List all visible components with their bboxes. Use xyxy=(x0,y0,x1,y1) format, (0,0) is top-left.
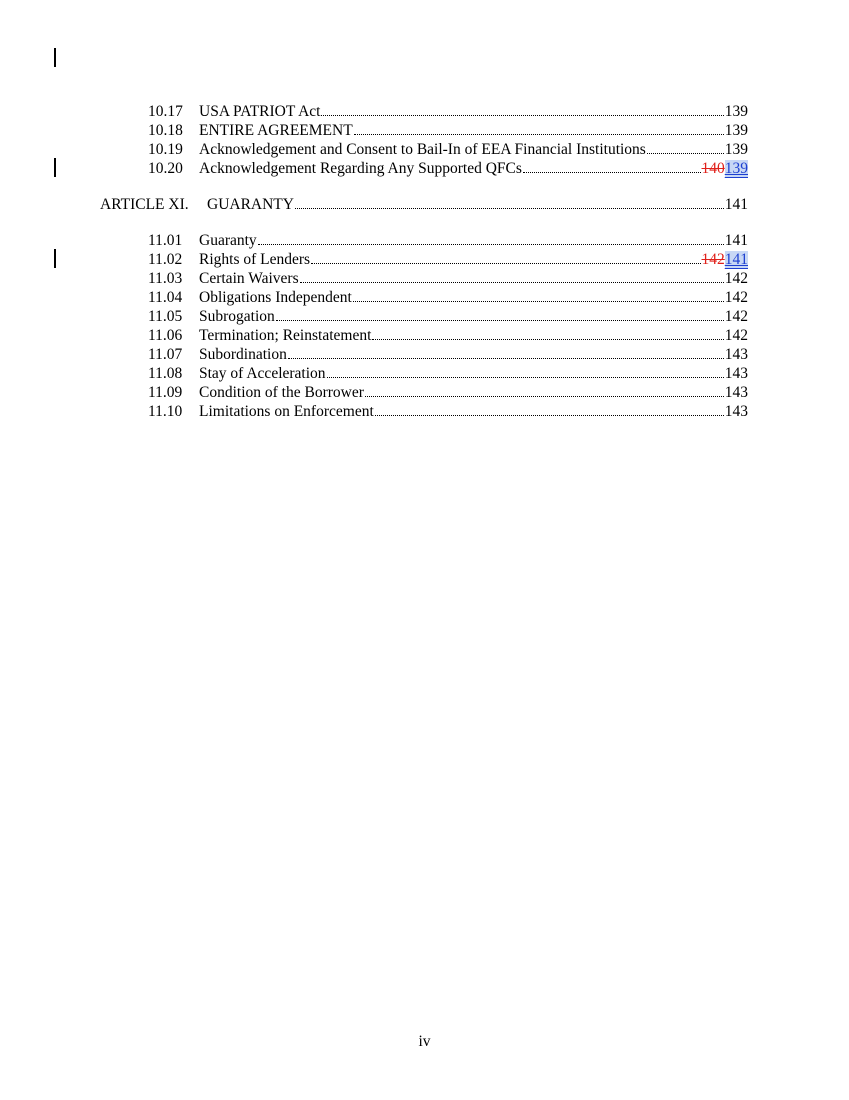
toc-article-xi[interactable] xyxy=(100,195,748,214)
toc-entry-number: 11.05 xyxy=(148,308,183,325)
toc-entry-number: 11.10 xyxy=(148,403,183,420)
toc-entry-11-03[interactable] xyxy=(148,269,748,288)
toc-entry-11-09[interactable] xyxy=(148,383,748,402)
toc-entry-number: 11.07 xyxy=(148,346,183,363)
dot-leader xyxy=(311,250,700,264)
toc-entry-page: 143 xyxy=(724,384,748,401)
toc-entry-10-17[interactable] xyxy=(148,102,748,121)
toc-entry-number: 11.09 xyxy=(148,384,183,401)
article-title: GUARANTY xyxy=(207,196,294,213)
toc-entry-11-06[interactable] xyxy=(148,326,748,345)
toc-entry-title: Acknowledgement and Consent to Bail-In of EEA Financial Institutions xyxy=(199,141,646,158)
article-page: 141 xyxy=(724,196,748,213)
toc-entry-number: 10.18 xyxy=(148,122,183,139)
toc-entry-10-18[interactable] xyxy=(148,121,748,140)
inserted-page-number: 139 xyxy=(724,160,748,177)
toc-entry-10-19[interactable] xyxy=(148,140,748,159)
toc-entry-page: 142 xyxy=(724,327,748,344)
toc-entry-11-08[interactable] xyxy=(148,364,748,383)
toc-entry-number: 11.04 xyxy=(148,289,183,306)
toc-entry-page: 142 xyxy=(724,270,748,287)
toc-entry-title: Limitations on Enforcement xyxy=(199,403,374,420)
toc-entry-11-04[interactable] xyxy=(148,288,748,307)
toc-entry-title: USA PATRIOT Act xyxy=(199,103,321,120)
toc-entry-title: Subrogation xyxy=(199,308,275,325)
toc-entry-title: Stay of Acceleration xyxy=(199,365,326,382)
toc-entry-title: Condition of the Borrower xyxy=(199,384,364,401)
toc-entry-page-revised xyxy=(702,250,749,269)
toc-entry-page: 139 xyxy=(724,103,748,120)
dot-leader xyxy=(372,326,723,340)
toc-entry-page: 142 xyxy=(724,289,748,306)
toc-entry-title: Certain Waivers xyxy=(199,270,299,287)
toc-entry-title: Rights of Lenders xyxy=(199,251,311,268)
article-label: ARTICLE XI. xyxy=(100,196,189,213)
toc-entry-11-02[interactable] xyxy=(148,250,748,269)
revision-change-bar-top xyxy=(54,48,56,67)
dot-leader xyxy=(353,288,724,302)
toc-entry-title: ENTIRE AGREEMENT xyxy=(199,122,353,139)
toc-entry-number: 11.03 xyxy=(148,270,183,287)
dot-leader xyxy=(258,231,724,245)
toc-entry-page: 142 xyxy=(724,308,748,325)
toc-entry-number: 11.06 xyxy=(148,327,183,344)
dot-leader xyxy=(327,364,724,378)
revision-change-bar-10-20 xyxy=(54,158,56,177)
toc-entry-page: 141 xyxy=(724,232,748,249)
dot-leader xyxy=(321,102,723,116)
toc-entry-11-10[interactable] xyxy=(148,402,748,421)
toc-entry-title: Obligations Independent xyxy=(199,289,352,306)
toc-entry-11-01[interactable] xyxy=(148,231,748,250)
toc-entry-title: Subordination xyxy=(199,346,287,363)
dot-leader xyxy=(523,159,701,173)
inserted-page-number: 141 xyxy=(724,251,748,268)
deleted-page-number: 142 xyxy=(701,251,725,268)
dot-leader xyxy=(375,402,724,416)
toc-entry-page: 143 xyxy=(724,365,748,382)
dot-leader xyxy=(647,140,724,154)
toc-entry-number: 11.08 xyxy=(148,365,183,382)
dot-leader xyxy=(354,121,724,135)
toc-entry-page: 143 xyxy=(724,403,748,420)
toc-entry-10-20[interactable] xyxy=(148,159,748,178)
dot-leader xyxy=(295,195,724,209)
dot-leader xyxy=(300,269,724,283)
toc-entry-page: 139 xyxy=(724,122,748,139)
toc-entry-number: 10.17 xyxy=(148,103,183,120)
toc-entry-11-07[interactable] xyxy=(148,345,748,364)
toc-entry-number: 10.19 xyxy=(148,141,183,158)
toc-entry-number: 10.20 xyxy=(148,160,183,177)
toc-entry-page: 139 xyxy=(724,141,748,158)
deleted-page-number: 140 xyxy=(701,160,725,177)
toc-entry-page: 143 xyxy=(724,346,748,363)
toc-entry-number: 11.02 xyxy=(148,251,183,268)
toc-entry-title: Termination; Reinstatement xyxy=(199,327,372,344)
dot-leader xyxy=(365,383,724,397)
toc-entry-11-05[interactable] xyxy=(148,307,748,326)
dot-leader xyxy=(288,345,724,359)
toc-entry-number: 11.01 xyxy=(148,232,183,249)
toc-entry-title: Acknowledgement Regarding Any Supported QFCs xyxy=(199,160,522,177)
revision-change-bar-11-02 xyxy=(54,249,56,268)
toc-entry-page-revised xyxy=(702,159,749,178)
toc-entry-title: Guaranty xyxy=(199,232,257,249)
dot-leader xyxy=(276,307,724,321)
page-number-footer: iv xyxy=(418,1033,431,1050)
